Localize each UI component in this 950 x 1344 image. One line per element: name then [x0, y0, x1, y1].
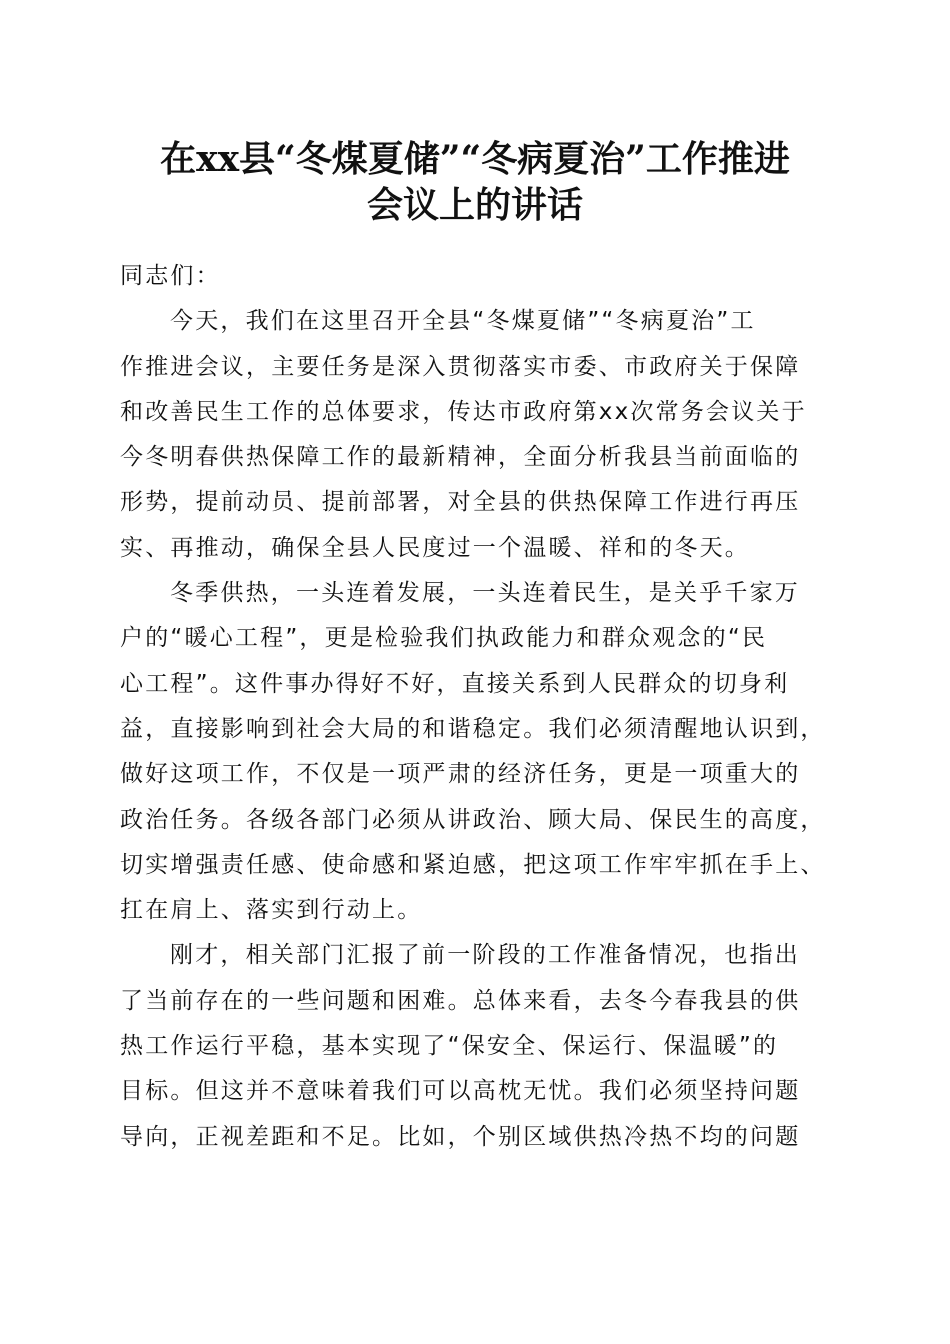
paragraph-line: 做好这项工作，不仅是一项严肃的经济任务，更是一项重大的: [120, 761, 801, 788]
paragraph-line: 目标。但这并不意味着我们可以高枕无忧。我们必须坚持问题: [120, 1078, 801, 1105]
paragraph-line: 户的“暖心工程”，更是检验我们执政能力和群众观念的“民: [120, 625, 768, 652]
paragraph-2: [120, 571, 834, 933]
paragraph-line: 冬季供热，一头连着发展，一头连着民生，是关乎千家万: [170, 580, 800, 607]
paragraph-line: 刚才，相关部门汇报了前一阶段的工作准备情况，也指出: [170, 942, 800, 969]
paragraph-line: 实、再推动，确保全县人民度过一个温暖、祥和的冬天。: [120, 534, 750, 561]
salutation: [120, 254, 834, 299]
salutation-text: 同志们：: [120, 263, 221, 289]
paragraph-line: 今天，我们在这里召开全县“冬煤夏储”“冬病夏治”工: [170, 308, 756, 335]
document-body: [120, 254, 834, 1160]
paragraph-line: 导向，正视差距和不足。比如，个别区域供热冷热不均的问题: [120, 1123, 801, 1150]
paragraph-line: 今冬明春供热保障工作的最新精神，全面分析我县当前面临的: [120, 444, 801, 471]
title-line-1: 在xx县“冬煤夏储”“冬病夏治”工作推进: [160, 138, 790, 180]
paragraph-line: 热工作运行平稳，基本实现了“保安全、保运行、保温暖”的: [120, 1033, 779, 1060]
paragraph-line: 政治任务。各级各部门必须从讲政治、顾大局、保民生的高度，: [120, 806, 826, 833]
paragraph-line: 益，直接影响到社会大局的和谐稳定。我们必须清醒地认识到，: [120, 715, 826, 742]
paragraph-3: [120, 933, 834, 1159]
paragraph-line: 了当前存在的一些问题和困难。总体来看，去冬今春我县的供: [120, 987, 801, 1014]
paragraph-1: [120, 299, 834, 571]
paragraph-line: 形势，提前动员、提前部署，对全县的供热保障工作进行再压: [120, 489, 801, 516]
paragraph-line: 心工程”。这件事办得好不好，直接关系到人民群众的切身利: [120, 670, 790, 697]
paragraph-line: 切实增强责任感、使命感和紧迫感，把这项工作牢牢抓在手上、: [120, 851, 826, 878]
paragraph-line: 作推进会议，主要任务是深入贯彻落实市委、市政府关于保障: [120, 353, 801, 380]
paragraph-line: 和改善民生工作的总体要求，传达市政府第xx次常务会议关于: [120, 398, 807, 425]
paragraph-line: 扛在肩上、落实到行动上。: [120, 897, 423, 924]
title-line-2: 会议上的讲话: [366, 184, 583, 226]
document-title: [100, 136, 850, 228]
